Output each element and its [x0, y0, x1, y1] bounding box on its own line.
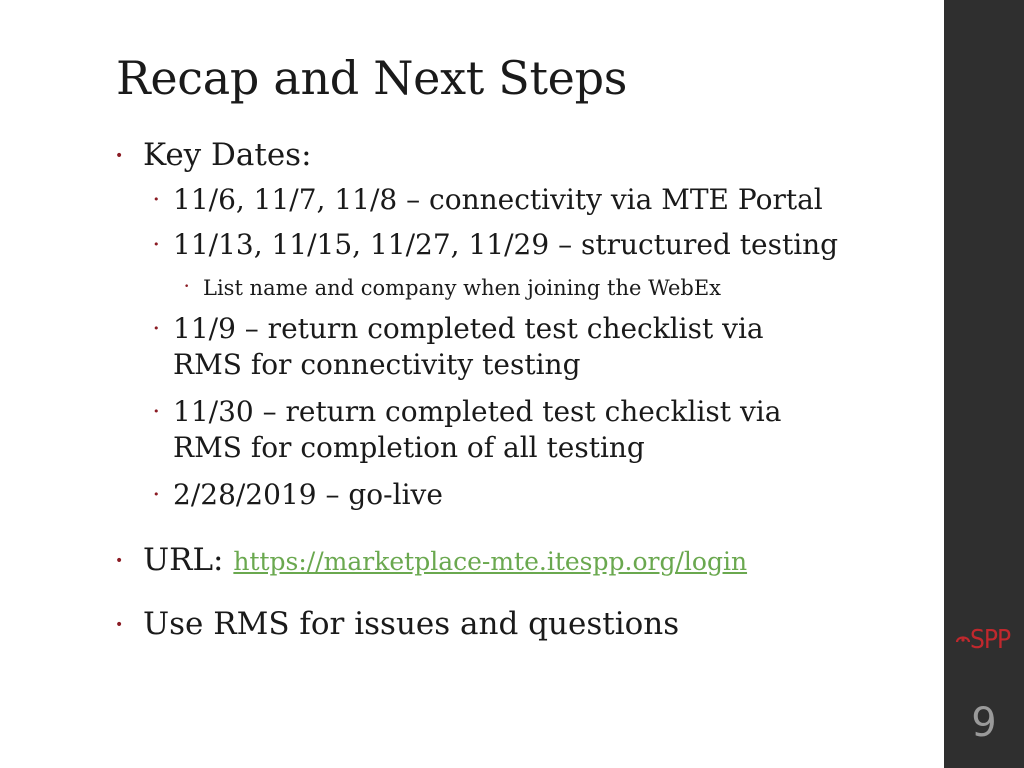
bullet-marker: •: [115, 148, 124, 164]
bullet-text: Key Dates:: [143, 137, 312, 173]
url-label: URL:: [143, 542, 224, 578]
page-number: 9: [971, 700, 997, 746]
slide-sidebar: [944, 0, 1024, 768]
bullet-marker: •: [184, 282, 190, 292]
bullet-text-line-2: RMS for connectivity testing: [173, 348, 581, 381]
bullet-marker: •: [153, 193, 160, 206]
bullet-date-2: [153, 227, 839, 263]
bullet-text-line-1: 11/30 – return completed test checklist via: [173, 395, 782, 428]
bullet-url: [115, 541, 748, 581]
slide-title: Recap and Next Steps: [116, 51, 628, 105]
bullet-text: List name and company when joining the WebEx: [203, 276, 721, 300]
bullet-date-4: [153, 394, 782, 466]
bullet-date-3: [153, 311, 764, 383]
spp-logo-icon: [956, 634, 970, 644]
bullet-text: 11/6, 11/7, 11/8 – connectivity via MTE Portal: [173, 183, 823, 216]
bullet-date-1: [153, 182, 823, 218]
bullet-marker: •: [153, 405, 160, 418]
spp-logo-text: SPP: [970, 625, 1011, 655]
bullet-text-line-1: 11/9 – return completed test checklist via: [173, 312, 764, 345]
bullet-text: 11/13, 11/15, 11/27, 11/29 – structured testing: [173, 228, 839, 261]
bullet-rms: [115, 605, 680, 643]
bullet-text-line-2: RMS for completion of all testing: [173, 431, 645, 464]
bullet-date-2-sub: [184, 275, 721, 301]
bullet-text: Use RMS for issues and questions: [143, 606, 680, 642]
bullet-marker: •: [153, 322, 160, 335]
bullet-marker: •: [115, 617, 124, 633]
bullet-key-dates: [115, 136, 312, 174]
bullet-text: 2/28/2019 – go-live: [173, 478, 443, 511]
bullet-marker: •: [153, 488, 160, 501]
bullet-date-5: [153, 477, 443, 513]
bullet-marker: •: [115, 553, 124, 569]
url-link[interactable]: https://marketplace-mte.itespp.org/login: [233, 547, 748, 576]
bullet-marker: •: [153, 238, 160, 251]
